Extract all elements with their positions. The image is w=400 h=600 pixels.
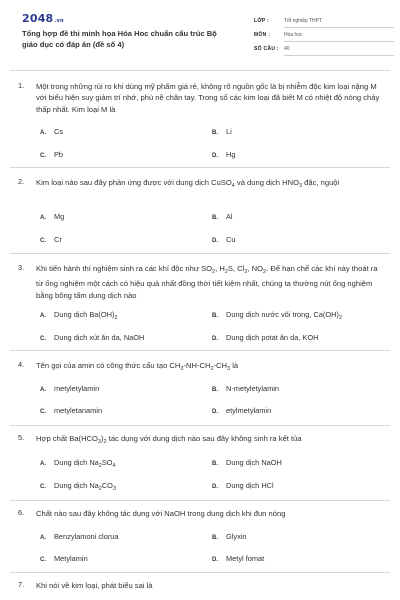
option-a[interactable]: A. Dung dịch $Ba(OH)_2$ — [40, 310, 118, 321]
option-b[interactable]: B. N-metyletylamin — [212, 384, 279, 393]
question-text: Một trong những rủi ro khi dùng mỹ phẩm giá rẻ, không rõ nguồn gốc là bị nhiễm độc kim loại nặng M với biểu hiện suy giảm trí nhớ, phù nề chân tay. Trong số các kim loại đã biết M có nhiệt độ nóng chảy thấp nhất. Kim loại M là — [36, 82, 380, 114]
option-d[interactable]: D. Dung dịch HCl — [212, 481, 274, 490]
divider — [10, 70, 390, 71]
meta-class: LỚP : Tốt nghiệp THPT — [254, 18, 394, 31]
document-title: Tổng hợp đề thi minh họa Hóa Hoc chuẩn cấu trúc Bộ giáo dục có đáp án (đề số 4) — [22, 29, 217, 49]
header — [22, 12, 382, 64]
option-a[interactable]: A. Cs — [40, 127, 64, 136]
meta-question-count: SỐ CÂU : 40 — [254, 46, 394, 59]
option-d[interactable]: D. Cu — [212, 235, 236, 244]
option-d[interactable]: D. Dung dịch potat ăn da, KOH — [212, 333, 319, 342]
question-text: Khi nói về kim loại, phát biểu sai là — [36, 581, 153, 590]
question-text: Khi tiến hành thí nghiệm sinh ra các khí độc như $SO_2$, $H_2S$, $Cl_2$, $NO_2$. Để hạn chế các khí này thoát ra từ ống nghiệm một cách có hiệu quả nhất đồng thời tiết kiệm nhất, chúng ta thường nút ống nghiệm bằng bông tẩm dung dịch nào — [36, 264, 378, 300]
option-b[interactable]: B. Glyxin — [212, 532, 247, 541]
exam-page: 2048.vn Tổng hợp đề thi minh họa Hóa Hoc chuẩn cấu trúc Bộ giáo dục có đáp án (đề số 4) LỚP : Tốt nghiệp THPT MÔN : Hóa học SỐ CÂU : 40 1. Một trong những rủi ro khi dùng mỹ phẩm giá rẻ, không rõ nguồn gốc là bị nhiễm độc kim loại nặng M với biểu hiện suy giảm trí nhớ, phù nề chân tay. Trong số các kim loại đã biết M có nhiệt độ nóng chảy thấp nhất. Kim loại M là A. Cs B. Li C. Pb D. Hg 2. Kim loại nào sau đây phản ứng được với dung dịch CuSO$_4$ và dung dịch $HNO_3$ đặc, nguội A. Mg B. Al C. Cr D. Cu 3. Khi tiến hành thí nghiệm sinh ra các khí độc như $SO_2$, $H_2S$, $Cl_2$, $NO_2$. Để hạn chế các khí này thoát ra từ ống nghiệm một cách có hiệu quả nhất đồng thời tiết kiệm nhất, chúng ta thường nút ống nghiệm bằng bông tẩm dung dịch nào A. Dung dịch $Ba(OH)_2$ B. Dung dịch nước vôi trong, $Ca(OH)_2$ C. Dung dịch xút ăn da, NaOH D. Dung dịch potat ăn da, KOH 4. Tên gọi của amin có công thức cấu tạo $CH_3-NH-CH_2-CH_3$ là A. metyletylamin B. N-metyletylamin C. metyletanamin D. etylmetylamin 5. Hợp chất $Ba(HCO_3)_2$ tác dụng với dung dịch nào sau đây không sinh ra kết tủa A. Dung dịch $Na_2SO_4$ B. Dung dịch NaOH C. Dung dịch $Na_2CO_3$ D. Dung dịch HCl 6. Chất nào sau đây không tác dụng với NaOH trong dung dịch khi đun nóng A. Benzylamoni clorua B. Glyxin C. Metylamin D. Metyl fomat 7. Khi nói về kim loại, phát biểu sai là — [0, 0, 400, 600]
question-text: Kim loại nào sau đây phản ứng được với dung dịch CuSO$_4$ và dung dịch $HNO_3$ đặc, nguội — [36, 178, 340, 189]
divider — [10, 500, 390, 501]
divider — [10, 572, 390, 573]
option-c[interactable]: C. Metylamin — [40, 554, 88, 563]
question-text: Hợp chất $Ba(HCO_3)_2$ tác dụng với dung dịch nào sau đây không sinh ra kết tủa — [36, 434, 302, 445]
option-c[interactable]: C. metyletanamin — [40, 406, 103, 415]
question-text: Chất nào sau đây không tác dụng với NaOH trong dung dịch khi đun nóng — [36, 509, 286, 518]
option-c[interactable]: C. Dung dịch $Na_2CO_3$ — [40, 481, 116, 492]
meta-subject: MÔN : Hóa học — [254, 32, 394, 45]
option-b[interactable]: B. Dung dịch nước vôi trong, $Ca(OH)_2$ — [212, 310, 342, 321]
option-b[interactable]: B. Dung dịch NaOH — [212, 458, 282, 467]
option-c[interactable]: C. Dung dịch xút ăn da, NaOH — [40, 333, 145, 342]
option-a[interactable]: A. Benzylamoni clorua — [40, 532, 119, 541]
divider — [10, 253, 390, 254]
divider — [10, 167, 390, 168]
site-logo[interactable]: 2048.vn — [22, 12, 64, 25]
option-b[interactable]: B. Li — [212, 127, 232, 136]
option-a[interactable]: A. Mg — [40, 212, 65, 221]
option-c[interactable]: C. Pb — [40, 150, 64, 159]
option-a[interactable]: A. Dung dịch $Na_2SO_4$ — [40, 458, 116, 469]
option-d[interactable]: D. Hg — [212, 150, 236, 159]
exam-meta — [254, 18, 394, 60]
option-d[interactable]: D. Metyl fomat — [212, 554, 265, 563]
divider — [10, 425, 390, 426]
option-d[interactable]: D. etylmetylamin — [212, 406, 272, 415]
divider — [10, 350, 390, 351]
question-text: Tên gọi của amin có công thức cấu tạo $CH_3-NH-CH_2-CH_3$ là — [36, 361, 239, 372]
option-b[interactable]: B. Al — [212, 212, 233, 221]
option-c[interactable]: C. Cr — [40, 235, 62, 244]
option-a[interactable]: A. metyletylamin — [40, 384, 100, 393]
